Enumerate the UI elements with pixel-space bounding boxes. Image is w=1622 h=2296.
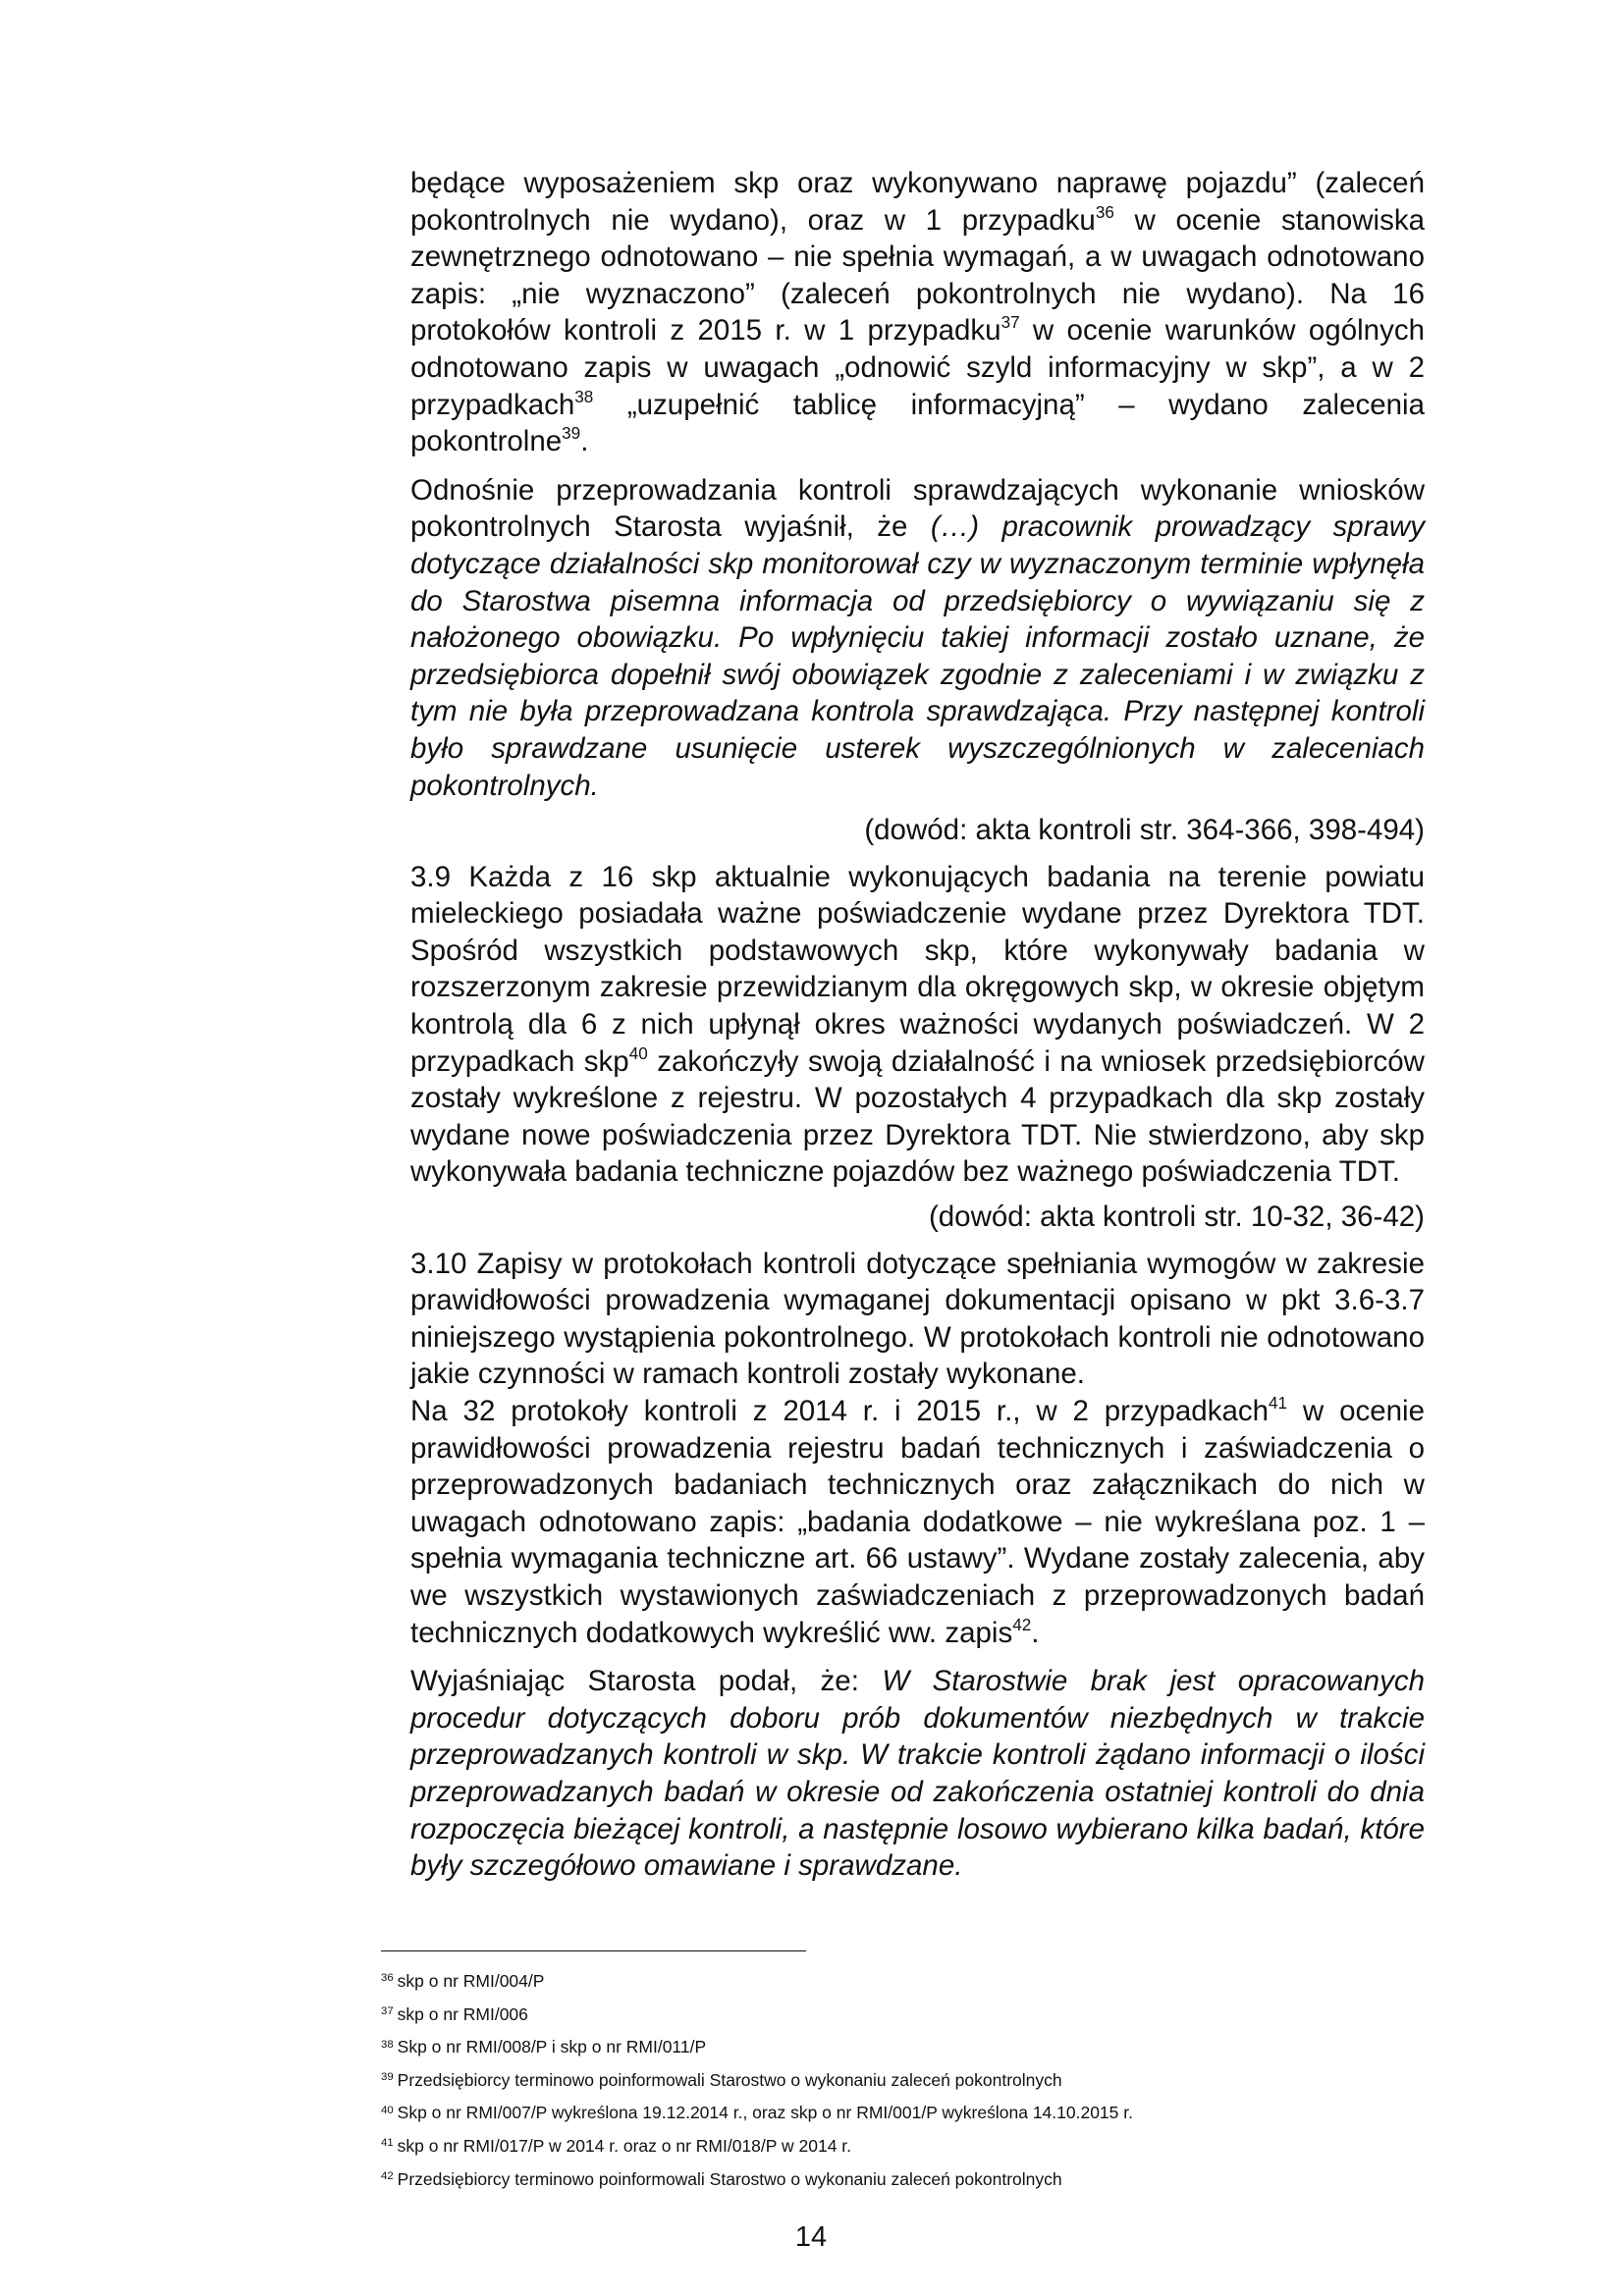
footnote-number: 36 (381, 1972, 394, 1985)
footnotes (381, 1965, 1461, 2196)
main-content (410, 165, 1425, 1885)
paragraph-starosta-procedures: Wyjaśniając Starosta podał, że: W Starostwie brak jest opracowanych procedur dotyczących doboru prób dokumentów niezbędnych w trakcie przeprowadzanych kontroli w skp. W trakcie kontroli żądano informacji o ilości przeprowadzanych badań w okresie od zakończenia ostatniej kontroli do dnia rozpoczęcia bieżącej kontroli, a następnie losowo wybierano kilka badań, które były szczegółowo omawiane i sprawdzane. (410, 1665, 1425, 1883)
footnote-text: Skp o nr RMI/007/P wykreślona 19.12.2014 r., oraz skp o nr RMI/001/P wykreślona 14.10.2015 r. (397, 2103, 1133, 2123)
footnote-ref-38[interactable]: 38 (574, 387, 594, 406)
quoted-explanation: (…) pracownik prowadzący sprawy dotyczące działalności skp monitorował czy w wyznaczonym terminie wpłynęła do Starostwa pisemna informacja od przedsiębiorcy o wywiązaniu się z nałożonego obowiązku. Po wpłynięciu takiej informacji zostało uznane, że przedsiębiorca dopełnił swój obowiązek zgodnie z zaleceniami i w związku z tym nie była przeprowadzana kontrola sprawdzająca. Przy następnej kontroli było sprawdzane usunięcie usterek wyszczególnionych w zaleceniach pokontrolnych. (410, 510, 1425, 802)
footnote-item (381, 2130, 1461, 2163)
footnote-number: 41 (381, 2137, 394, 2150)
paragraph-section-3-10: 3.10 Zapisy w protokołach kontroli dotyczące spełniania wymogów w zakresie prawidłowości prowadzenia wymaganej dokumentacji opisano w pkt 3.6-3.7 niniejszego wystąpienia pokontrolnego. W protokołach kontroli nie odnotowano jakie czynności w ramach kontroli zostały wykonane. (410, 1247, 1425, 1391)
footnote-text: Przedsiębiorcy terminowo poinformowali Starostwo o wykonaniu zaleceń pokontrolnych (397, 2168, 1062, 2189)
paragraph-skp-inspection-results: będące wyposażeniem skp oraz wykonywano naprawę pojazdu” (zaleceń pokontrolnych nie wydano), oraz w 1 przypadku$^{36}$ w ocenie stanowiska zewnętrznego odnotowano – nie spełnia wymagań, a w uwagach odnotowano zapis: „nie wyznaczono” (zaleceń pokontrolnych nie wydano). Na 16 protokołów kontroli z 2015 r. w 1 przypadku$^{37}$ w ocenie warunków ogólnych odnotowano zapis w uwagach „odnowić szyld informacyjny w skp”, a w 2 przypadkach$^{38}$ „uzupełnić tablicę informacyjną” – wydano zalecenia pokontrolne$^{39}$. (410, 167, 1425, 458)
footnote-ref-40[interactable]: 40 (628, 1043, 648, 1063)
footnote-text: Przedsiębiorcy terminowo poinformowali Starostwo o wykonaniu zaleceń pokontrolnych (397, 2069, 1062, 2090)
footnote-number: 37 (381, 2004, 394, 2017)
footnote-text: skp o nr RMI/006 (397, 2003, 528, 2024)
footnote-number: 38 (381, 2038, 394, 2051)
footnote-separator (381, 1950, 806, 1951)
footnote-ref-41[interactable]: 41 (1269, 1394, 1288, 1414)
page-number: 14 (794, 2221, 828, 2253)
paragraph-section-3-9: 3.9 Każda z 16 skp aktualnie wykonujących badania na terenie powiatu mieleckiego posiadała ważne poświadczenie wydane przez Dyrektora TDT. Spośród wszystkich podstawowych skp, które wykonywały badania w rozszerzonym zakresie przewidzianym dla okręgowych skp, w okresie objętym kontrolą dla 6 z nich upłynął okres ważności wydanych poświadczeń. W 2 przypadkach skp$^{40}$ zakończyły swoją działalność i na wniosek przedsiębiorców zostały wykreślone z rejestru. W pozostałych 4 przypadkach dla skp zostały wydane nowe poświadczenia przez Dyrektora TDT. Nie stwierdzono, aby skp wykonywała badania techniczne pojazdów bez ważnego poświadczenia TDT. (410, 860, 1425, 1189)
footnote-ref-42[interactable]: 42 (1012, 1615, 1032, 1634)
footnote-item (381, 2163, 1461, 2197)
footnote-text: skp o nr RMI/017/P w 2014 r. oraz o nr RMI/018/P w 2014 r. (397, 2135, 852, 2156)
paragraph-registry-findings: Na 32 protokoły kontroli z 2014 r. i 2015 r., w 2 przypadkach$^{41}$ w ocenie prawidłowości prowadzenia rejestru badań technicznych i zaświadczenia o przeprowadzonych badaniach technicznych oraz załącznikach do nich w uwagach odnotowano zapis: „badania dodatkowe – nie wykreślana poz. 1 – spełnia wymagania techniczne art. 66 ustawy”. Wydane zostały zalecenia, aby we wszystkich wystawionych zaświadczeniach z przeprowadzonych badań technicznych dodatkowych wykreślić ww. zapis$^{42}$. (410, 1394, 1425, 1649)
footnote-item (381, 2097, 1461, 2130)
footnote-ref-36[interactable]: 36 (1095, 202, 1114, 222)
footnote-item (381, 2031, 1461, 2064)
footnote-item (381, 1965, 1461, 1999)
footnote-item (381, 1999, 1461, 2032)
paragraph-starosta-explanation-control: Odnośnie przeprowadzania kontroli sprawdzających wykonanie wniosków pokontrolnych Starosta wyjaśnił, że (…) pracownik prowadzący sprawy dotyczące działalności skp monitorował czy w wyznaczonym terminie wpłynęła do Starostwa pisemna informacja od przedsiębiorcy o wywiązaniu się z nałożonego obowiązku. Po wpłynięciu takiej informacji zostało uznane, że przedsiębiorca dopełnił swój obowiązek zgodnie z zaleceniami i w związku z tym nie była przeprowadzana kontrola sprawdzająca. Przy następnej kontroli było sprawdzane usunięcie usterek wyszczególnionych w zaleceniach pokontrolnych. (410, 473, 1425, 802)
evidence-reference: (dowód: akta kontroli str. 10-32, 36-42) (928, 1201, 1425, 1234)
footnote-item (381, 2064, 1461, 2098)
footnote-text: skp o nr RMI/004/P (397, 1971, 545, 1991)
footnote-ref-37[interactable]: 37 (1000, 313, 1020, 333)
quoted-explanation: W Starostwie brak jest opracowanych procedur dotyczących doboru prób dokumentów niezbędnych w trakcie przeprowadzanych kontroli w skp. W trakcie kontroli żądano informacji o ilości przeprowadzanych badań w okresie od zakończenia ostatniej kontroli do dnia rozpoczęcia bieżącej kontroli, a następnie losowo wybierano kilka badań, które były szczegółowo omawiane i sprawdzane. (410, 1665, 1425, 1883)
footnote-text: Skp o nr RMI/008/P i skp o nr RMI/011/P (397, 2037, 707, 2057)
evidence-reference: (dowód: akta kontroli str. 364-366, 398-494) (864, 814, 1425, 847)
footnote-number: 39 (381, 2071, 394, 2084)
footnote-ref-39[interactable]: 39 (562, 424, 581, 444)
footnote-number: 42 (381, 2169, 394, 2182)
footnote-number: 40 (381, 2104, 394, 2116)
